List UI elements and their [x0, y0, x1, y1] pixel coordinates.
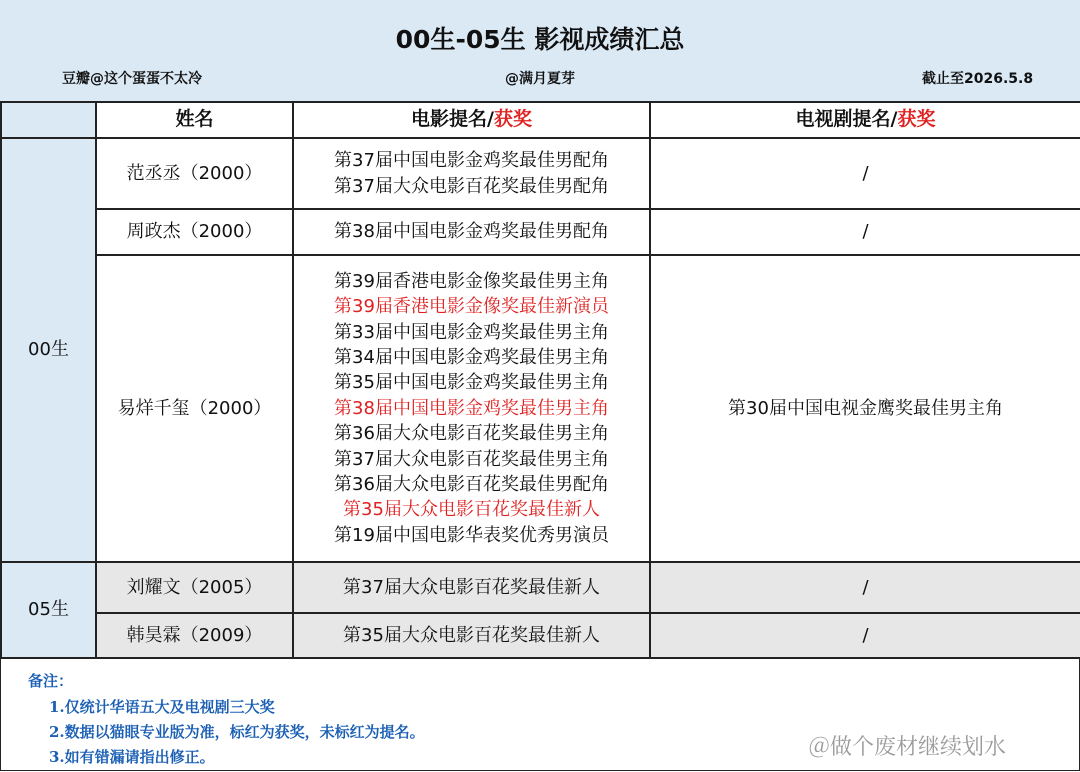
film-cell: [293, 255, 650, 562]
film-cell: [293, 562, 650, 613]
table-row: [1, 255, 1080, 562]
name-column-header: 姓名: [96, 102, 293, 138]
film-entry: 第19届中国电影华表奖优秀男演员: [334, 524, 609, 546]
note-item: 2.数据以猫眼专业版为准，标红为获奖，未标红为提名。: [49, 723, 425, 741]
note-item: 1.仅统计华语五大及电视剧三大奖: [49, 698, 275, 716]
film-header-label: 电影提名/: [411, 108, 494, 131]
tv-header-label: 电视剧提名/: [795, 108, 898, 131]
film-entry: 第35届大众电影百花奖最佳新人: [343, 499, 600, 521]
person-name: 刘耀文（2005）: [96, 562, 293, 613]
table-row: [1, 209, 1080, 255]
film-entry: 第35届中国电影金鸡奖最佳男主角: [334, 372, 609, 394]
film-column-header: [293, 102, 650, 138]
film-entry: 第33届中国电影金鸡奖最佳男主角: [334, 321, 609, 343]
notes-heading: 备注：: [28, 672, 74, 690]
film-entry: 第38届中国电影金鸡奖最佳男主角: [334, 397, 609, 419]
film-entry: 第38届中国电影金鸡奖最佳男配角: [334, 221, 609, 243]
film-cell: [293, 613, 650, 658]
person-name: 易烊千玺（2000）: [96, 255, 293, 562]
film-entry: 第35届大众电影百花奖最佳新人: [343, 624, 600, 646]
tv-column-header: [650, 102, 1080, 138]
header-banner: [0, 0, 1080, 103]
corner-cell: [1, 102, 96, 138]
film-entry: 第39届香港电影金像奖最佳新演员: [334, 296, 609, 318]
tv-cell: /: [650, 138, 1080, 209]
film-entry: 第34届中国电影金鸡奖最佳男主角: [334, 346, 609, 368]
group-label-05: 05生: [1, 562, 96, 658]
film-entry: 第37届大众电影百花奖最佳新人: [343, 576, 600, 598]
person-name: 范丞丞（2000）: [96, 138, 293, 209]
person-name: 韩昊霖（2009）: [96, 613, 293, 658]
film-cell: [293, 209, 650, 255]
table-row: [1, 613, 1080, 658]
film-entry: 第36届大众电影百花奖最佳男主角: [334, 423, 609, 445]
tv-cell: /: [650, 209, 1080, 255]
page-title: 00生-05生 影视成绩汇总: [395, 25, 685, 54]
tv-header-award: 获奖: [897, 108, 936, 131]
film-entry: 第37届大众电影百花奖最佳男配角: [334, 175, 609, 197]
film-entry: 第36届大众电影百花奖最佳男配角: [334, 474, 609, 496]
film-entry: 第39届香港电影金像奖最佳男主角: [334, 270, 609, 292]
table-row: [1, 562, 1080, 613]
author-credit: @满月夏芽: [505, 71, 575, 87]
person-name: 周政杰（2000）: [96, 209, 293, 255]
weibo-watermark: ＠做个废材继续划水: [808, 735, 1007, 760]
film-header-award: 获奖: [493, 108, 532, 131]
table-header-row: [1, 102, 1080, 138]
table-row: [1, 138, 1080, 209]
film-entry: 第37届大众电影百花奖最佳男主角: [334, 448, 609, 470]
film-entry: 第37届中国电影金鸡奖最佳男配角: [334, 150, 609, 172]
tv-cell: /: [650, 562, 1080, 613]
film-cell: [293, 138, 650, 209]
note-item: 3.如有错漏请指出修正。: [49, 748, 215, 766]
tv-cell: 第30届中国电视金鹰奖最佳男主角: [650, 255, 1080, 562]
awards-table: [0, 101, 1080, 659]
group-label-00: 00生: [1, 138, 96, 562]
tv-cell: /: [650, 613, 1080, 658]
douban-credit: 豆瓣@这个蛋蛋不太冷: [62, 71, 202, 87]
date-note: 截止至2026.5.8: [922, 71, 1034, 87]
